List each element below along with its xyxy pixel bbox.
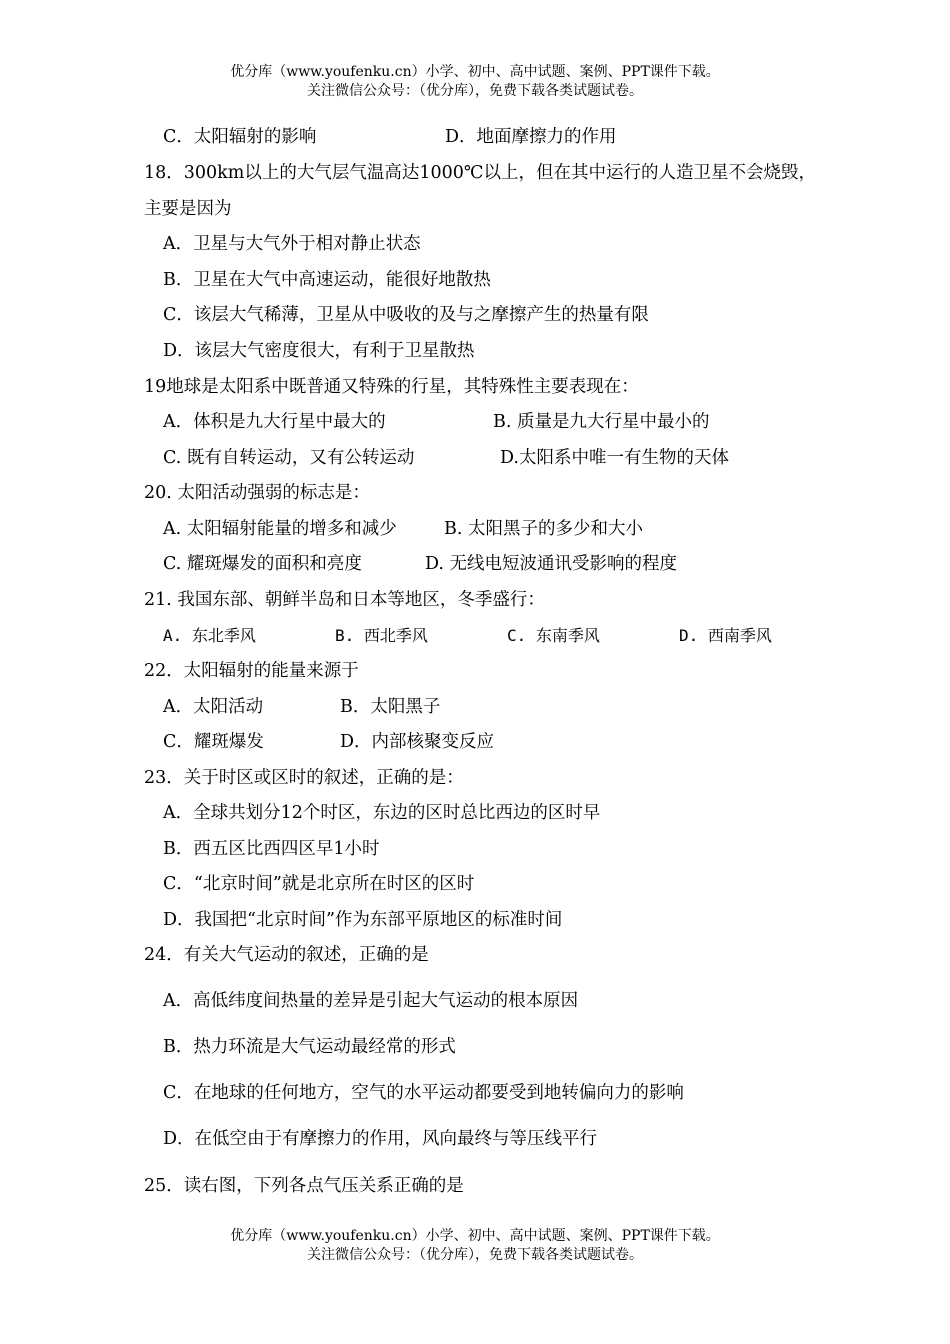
- q18-option-b: B．卫星在大气中高速运动，能很好地散热: [163, 270, 491, 290]
- q20-option-c: C. 耀斑爆发的面积和亮度: [163, 554, 362, 574]
- footer-line-1: 优分库（www.youfenku.cn）小学、初中、高中试题、案例、PPT课件下载。: [230, 1228, 720, 1244]
- q24-option-c: C．在地球的任何地方，空气的水平运动都要受到地转偏向力的影响: [163, 1083, 684, 1103]
- q21-option-c: C. 东南季风: [507, 626, 600, 645]
- q24-option-a: A．高低纬度间热量的差异是引起大气运动的根本原因: [163, 991, 579, 1011]
- q23-option-c: C．“北京时间”就是北京所在时区的区时: [163, 874, 475, 894]
- q20-option-b: B. 太阳黑子的多少和大小: [444, 519, 643, 539]
- q22-stem: 22．太阳辐射的能量来源于: [144, 661, 359, 681]
- q24-option-d: D．在低空由于有摩擦力的作用，风向最终与等压线平行: [163, 1129, 598, 1149]
- q19-stem: 19地球是太阳系中既普通又特殊的行星，其特殊性主要表现在：: [144, 377, 639, 397]
- q21-option-a: A. 东北季风: [163, 626, 256, 645]
- header-line-1: 优分库（www.youfenku.cn）小学、初中、高中试题、案例、PPT课件下载。: [230, 64, 720, 80]
- q20-option-d: D. 无线电短波通讯受影响的程度: [425, 554, 678, 574]
- q19-option-c: C. 既有自转运动，又有公转运动: [163, 448, 415, 468]
- footer-line-2: 关注微信公众号：（优分库），免费下载各类试题试卷。: [307, 1247, 643, 1263]
- q19-option-b: B. 质量是九大行星中最小的: [493, 412, 710, 432]
- q23-option-d: D．我国把“北京时间”作为东部平原地区的标准时间: [163, 910, 563, 930]
- q24-stem: 24．有关大气运动的叙述，正确的是: [144, 945, 429, 965]
- q21-option-b: B. 西北季风: [335, 626, 428, 645]
- q21-option-d: D. 西南季风: [679, 626, 772, 645]
- q17-option-c: C．太阳辐射的影响: [163, 127, 317, 147]
- q22-option-a: A．太阳活动: [163, 697, 264, 717]
- q18-option-c: C．该层大气稀薄，卫星从中吸收的及与之摩擦产生的热量有限: [163, 305, 649, 325]
- q22-option-b: B．太阳黑子: [340, 697, 441, 717]
- q17-option-d: D．地面摩擦力的作用: [445, 127, 617, 147]
- q25-stem: 25．读右图，下列各点气压关系正确的是: [144, 1176, 464, 1196]
- q24-option-b: B．热力环流是大气运动最经常的形式: [163, 1037, 456, 1057]
- q18-stem-line-1: 18．300km以上的大气层气温高达1000℃以上，但在其中运行的人造卫星不会烧毁，: [144, 163, 816, 183]
- q20-stem: 20. 太阳活动强弱的标志是：: [144, 483, 370, 503]
- q23-stem: 23．关于时区或区时的叙述，正确的是：: [144, 768, 464, 788]
- q23-option-b: B．西五区比西四区早1小时: [163, 839, 380, 859]
- q22-option-c: C．耀斑爆发: [163, 732, 264, 752]
- q21-stem: 21. 我国东部、朝鲜半岛和日本等地区，冬季盛行：: [144, 590, 545, 610]
- q19-option-d: D.太阳系中唯一有生物的天体: [500, 448, 729, 468]
- q19-option-a: A．体积是九大行星中最大的: [163, 412, 386, 432]
- q18-option-a: A．卫星与大气外于相对静止状态: [163, 234, 421, 254]
- q20-option-a: A. 太阳辐射能量的增多和减少: [163, 519, 397, 539]
- q23-option-a: A．全球共划分12个时区，东边的区时总比西边的区时早: [163, 803, 601, 823]
- q22-option-d: D．内部核聚变反应: [340, 732, 495, 752]
- q18-stem-line-2: 主要是因为: [144, 199, 232, 219]
- q18-option-d: D．该层大气密度很大，有利于卫星散热: [163, 341, 475, 361]
- header-line-2: 关注微信公众号：（优分库），免费下载各类试题试卷。: [307, 83, 643, 99]
